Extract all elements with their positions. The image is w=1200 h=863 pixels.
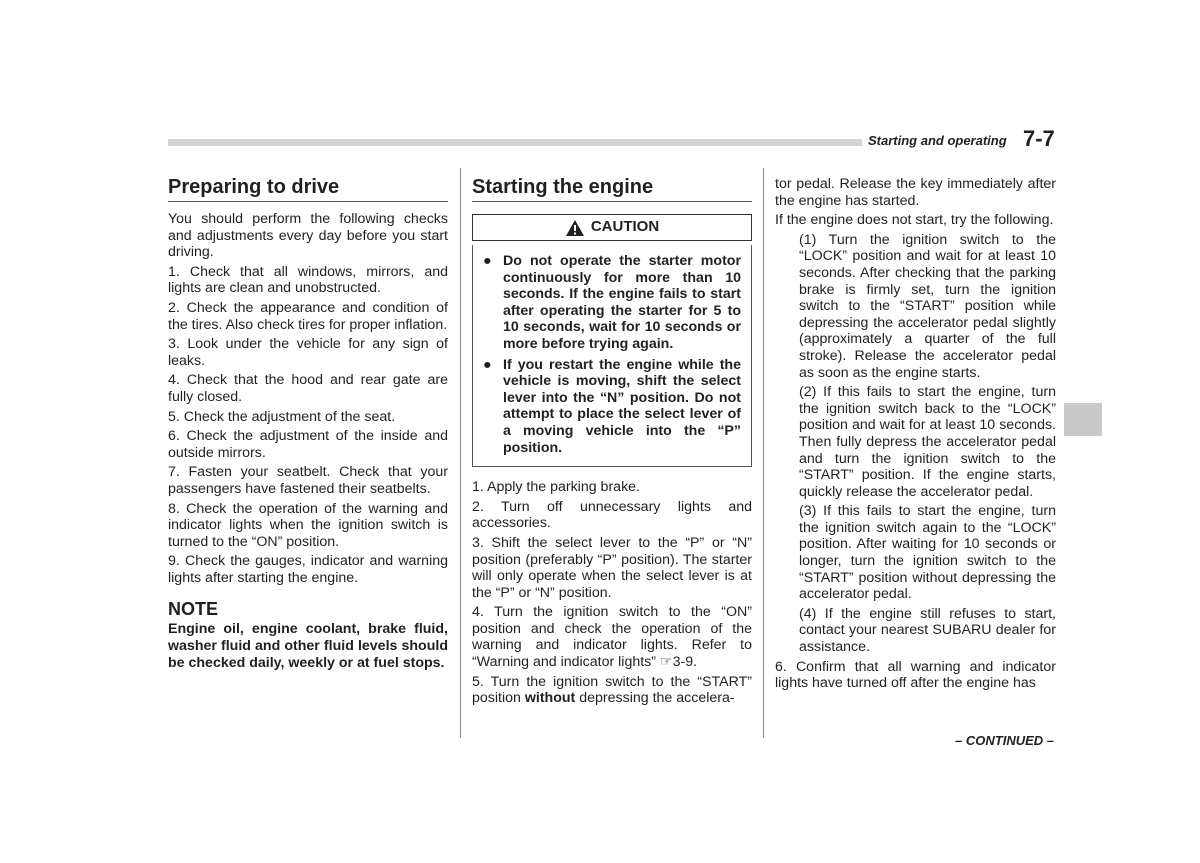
column-divider [460,168,461,738]
step5-bold: without [524,690,576,707]
section-header: Starting and operating [868,133,1007,148]
continuation-text: tor pedal. Release the key immediately after the engine has started. [775,176,1056,209]
list-item: 3. Look under the vehicle for any sign of leaks. [168,336,448,369]
caution-item [483,253,741,353]
caution-item [483,357,741,457]
sub-step: (2) If this fails to start the engine, turn the ignition switch back to the “LOCK” position and wait for at least 10 seconds. Then fully depress the accelerator pedal and turn the ignition switch to the “START” position. If the engine starts, quickly release the accelerator pedal. [799,384,1056,500]
header-rule [168,139,862,146]
intro-paragraph: You should perform the following checks and adjustments every day before you start driving. [168,211,448,261]
caution-box [472,245,752,467]
bullet-icon: ● [483,253,492,269]
step5-text-end: depressing the accelera- [575,690,735,707]
warning-triangle-icon [565,219,585,237]
step-item: 3. Shift the select lever to the “P” or “N” position (preferably “P” position). The starter will only operate when the select lever is at the “P” or “N” position. [472,534,752,601]
section-title-preparing: Preparing to drive [168,175,448,202]
list-item: 6. Check the adjustment of the inside and outside mirrors. [168,428,448,461]
chapter-tab [1064,403,1102,436]
column-divider [763,168,764,738]
column-starting-the-engine [472,175,752,710]
sub-step: (4) If the engine still refuses to start, contact your nearest SUBARU dealer for assistance. [799,605,1056,656]
list-item: 1. Check that all windows, mirrors, and lights are clean and unobstructed. [168,263,448,297]
sub-step: (1) Turn the ignition switch to the “LOCK” position and wait for at least 10 seconds. After checking that the parking brake is firmly set, turn the ignition switch to the “START” position while depressing the accelerator pedal slightly (approximately a quarter of the full stroke). Release the accelerator pedal as soon as the engine starts. [799,231,1056,381]
list-item: 4. Check that the hood and rear gate are fully closed. [168,372,448,405]
list-item: 2. Check the appearance and condition of the tires. Also check tires for proper inflation. [168,299,448,333]
step-item: 2. Turn off unnecessary lights and accessories. [472,498,752,532]
step-item [472,674,752,707]
sub-step: (3) If this fails to start the engine, turn the ignition switch again to the “LOCK” position. After waiting for 10 seconds or longer, turn the ignition switch to the “START” position without depressing the accelerator pedal. [799,503,1056,603]
list-item: 8. Check the operation of the warning and indicator lights when the ignition switch is turned to the “ON” position. [168,500,448,550]
list-item: 9. Check the gauges, indicator and warning lights after starting the engine. [168,553,448,586]
column-continuation [775,176,1056,695]
list-item: 7. Fasten your seatbelt. Check that your passengers have fastened their seatbelts. [168,464,448,497]
step-item: 1. Apply the parking brake. [472,479,640,496]
step5-text: 5. Turn the ignition switch to the “START” position [472,673,752,707]
bullet-icon: ● [483,356,492,373]
list-item: 5. Check the adjustment of the seat. [168,408,396,425]
caution-item-text: Do not operate the starter motor continuously for more than 10 seconds. If the engine fails to start after operating the starter for 5 to 10 seconds, wait for 10 seconds or more before trying again. [503,253,741,352]
step-item: 6. Confirm that all warning and indicator lights have turned off after the engine has [775,658,1056,692]
section-title-starting: Starting the engine [472,175,752,202]
caution-label: CAUTION [590,218,660,236]
page-number: 7-7 [1023,126,1055,151]
step-item: 4. Turn the ignition switch to the “ON” position and check the operation of the warning and indicator lights. Refer to “Warning and indicator lights” ☞3-9. [472,604,752,671]
continued-label: – CONTINUED – [955,733,1054,748]
caution-item-text: If you restart the engine while the vehicle is moving, shift the select lever into the “N” position. Do not attempt to place the select lever of a moving vehicle into the “P” position. [503,356,741,456]
steps-list [472,479,752,707]
if-not-start-text: If the engine does not start, try the following. [775,212,1054,229]
note-text: Engine oil, engine coolant, brake fluid, washer fluid and other fluid levels should be checked daily, weekly or at fuel stops. [168,621,448,671]
note-title: NOTE [168,599,219,620]
caution-header [472,214,752,241]
column-preparing-to-drive [168,175,448,674]
